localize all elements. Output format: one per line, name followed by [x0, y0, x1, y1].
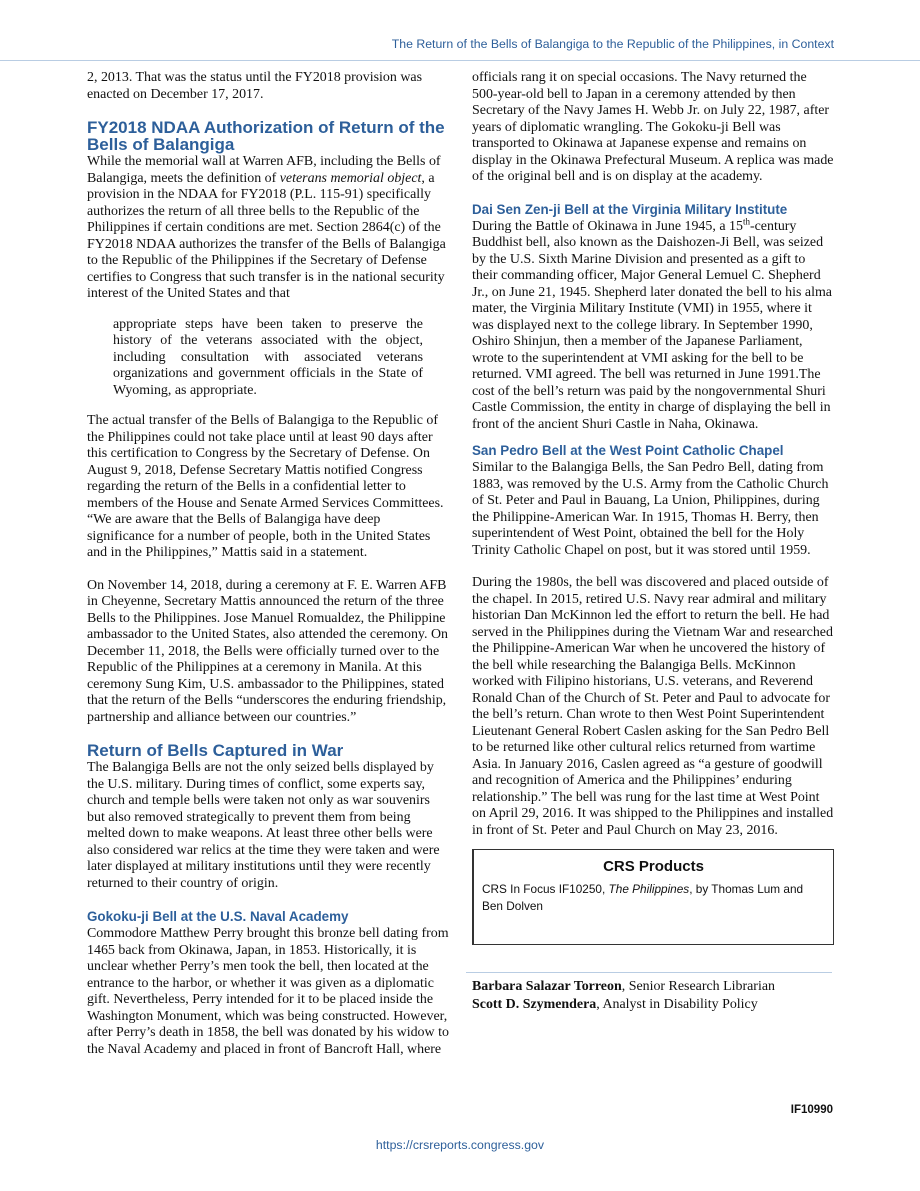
crs-products-title: CRS Products: [603, 858, 704, 875]
intro-paragraph: 2, 2013. That was the status until the FY2018 provision was enacted on December 17, 2017.: [87, 70, 422, 102]
author-name: Scott D. Szymendera: [472, 997, 597, 1012]
ndaa-text-b: , a provision in the NDAA for FY2018 (P.L. 115-91) specifically authorizes the return of all three bells to the Republic of the Philippines if certain conditions are met. Section 2864(c) of the FY2018 NDAA authorizes the transfer of the Bells of Balangiga to the Republic of the Philippines if the Secretary of Defense certifies to Congress that such transfer is in the national security interest of the United States and that: [87, 170, 446, 301]
daisen-text-b: -century Buddhist bell, also known as the Daishozen-Ji Bell, was seized by the U.S. Sixth Marine Division and presented as a gift to their commanding officer, Major General Lemuel C. Shepherd Jr., on June 21, 1945. Shepherd later donated the bell to his alma mater, the Virginia Military Institute (VMI) in 1955, where it was displayed next to the college library. In September 1990, Oshiro Shinjun, then a member of the Japanese Parliament, wrote to the superintendent at VMI asking for the bell to be returned. VMI agreed. The bell was returned in June 1991.The cost of the bell’s return was paid by the nongovernmental Shuri Castle Commission, the entity in charge of displaying the bell in front of the ancient Shuri Castle in Naha, Okinawa.: [472, 218, 832, 432]
report-id: IF10990: [790, 1104, 833, 1116]
ndaa-heading: FY2018 NDAA Authorization of Return of the Bells of Balangiga: [87, 118, 445, 154]
author-name: Barbara Salazar Torreon: [472, 979, 622, 994]
crs-products-entry: [482, 881, 825, 915]
sanpedro-1980s-paragraph: During the 1980s, the bell was discovered and placed outside of the chapel. In 2015, retired U.S. Navy rear admiral and military historian Dan McKinnon led the effort to return the bell. He had served in the Philippines during the Vietnam War and researched the Philippine-American War when he uncovered the history of the bell while researching the Balangiga Bells. McKinnon worked with Filipino historians, U.S. veterans, and Reverend Ronald Chan of the Church of St. Peter and Paul to advocate for the bell’s return. Chan wrote to then West Point Superintendent Lieutenant General Robert Caslen asking for the San Pedro Bell to be returned like other cultural relics returned from wartime Asia. In January 2016, Caslen agreed as “a gesture of goodwill and recognition of America and the Philippines’ enduring relationship.” The bell was rung for the last time at West Point on April 29, 2016. It was shipped to the Philippines and installed in front of St. Peter and Paul Church on May 23, 2016.: [472, 575, 834, 838]
ndaa-term: veterans memorial object: [279, 170, 422, 186]
author-role: , Analyst in Disability Policy: [596, 997, 758, 1012]
daisen-text-a: During the Battle of Okinawa in June 1945, a 15: [472, 218, 743, 234]
crs-products-text-b: , by Thomas Lum and Ben Dolven: [482, 882, 804, 913]
crs-products-product-title: The Philippines: [608, 882, 690, 896]
header-divider: [0, 60, 920, 61]
transfer-paragraph: The actual transfer of the Bells of Balangiga to the Republic of the Philippines could not take place until at least 90 days after this certification to Congress by the Secretary of Defense. On August 9, 2018, Defense Secretary Mattis notified Congress regarding the return of the Bells in a confidential letter to members of the House and Senate Armed Services Committees. “We are aware that the Bells of Balangiga have deep significance for a number of people, both in the United States and in the Philippines,” Mattis said in a statement.: [87, 413, 444, 560]
daisen-paragraph: [472, 215, 834, 434]
gokoku-heading: Gokoku-ji Bell at the U.S. Naval Academy: [87, 909, 349, 924]
crs-reports-link[interactable]: https://crsreports.congress.gov: [375, 1138, 545, 1152]
ndaa-paragraph: [87, 154, 449, 303]
gokoku-continued-paragraph: officials rang it on special occasions. The Navy returned the 500-year-old bell to Japan in a ceremony attended by then Secretary of the Navy James H. Webb Jr. on July 22, 1987, after years of diplomatic wrangling. The Gokoku-ji Bell was transported to Okinawa at Japanese expense and remains on display in the Okinawa Prefectural Museum. A replica was made of the original bell and is on display at the academy.: [472, 70, 834, 184]
sanpedro-heading: San Pedro Bell at the West Point Catholic Chapel: [472, 443, 784, 458]
running-header-title: The Return of the Bells of Balangiga to the Republic of the Philippines, in Context: [391, 37, 834, 51]
ndaa-text-a: While the memorial wall at Warren AFB, including the Bells of Balangiga, meets the definition of: [87, 154, 441, 186]
crs-products-box: [472, 849, 834, 945]
gokoku-paragraph: Commodore Matthew Perry brought this bronze bell dating from 1465 back from Okinawa, Japan, in 1853. Historically, it is unclear whether Perry’s men took the bell, then located at the entrance to the harbor, or whether it was given as a diplomatic gift. Nevertheless, Perry intended for it to be placed inside the Washington Monument, which was being constructed. However, after Perry’s death in 1858, the bell was donated by his widow to the Naval Academy and placed in front of Bancroft Hall, where: [87, 926, 449, 1057]
crs-products-text-a: CRS In Focus IF10250,: [482, 882, 609, 896]
war-bells-paragraph: The Balangiga Bells are not the only seized bells displayed by the U.S. military. During times of conflict, some experts say, church and temple bells were taken not only as war souvenirs but also removed strategically to prevent them from being melted down to make weapons. At least three other bells were also considered war relics at the time they were taken and were later displayed at military institutions until they were recently returned to their country of origin.: [87, 760, 440, 891]
war-bells-heading: Return of Bells Captured in War: [87, 741, 344, 760]
right-column: [472, 70, 834, 1014]
author-divider: [466, 972, 832, 973]
author-line: [472, 996, 834, 1014]
statute-quote: appropriate steps have been taken to preserve the history of the veterans associated with the object, including consultation with associated veterans organizations and government officials in the State of Wyoming, as appropriate.: [113, 316, 423, 398]
sanpedro-paragraph: Similar to the Balangiga Bells, the San Pedro Bell, dating from 1883, was removed by the U.S. Army from the Catholic Church of St. Peter and Paul in Bauang, La Union, Philippines, during the Philippine-American War. In 1915, Thomas H. Berry, then superintendent of West Point, obtained the bell for the Holy Trinity Catholic Chapel on post, but it was stored until 1959.: [472, 460, 829, 558]
ceremony-paragraph: On November 14, 2018, during a ceremony at F. E. Warren AFB in Cheyenne, Secretary Mattis announced the return of the three Bells to the Philippines. Jose Manuel Romualdez, the Philippine ambassador to the United States, also attended the ceremony. On December 11, 2018, the Bells were officially turned over to the Republic of the Philippines at a ceremony in Manila. At this ceremony Sung Kim, U.S. ambassador to the Philippines, stated that the return of the Bells “underscores the enduring friendship, partnership and alliance between our countries.”: [87, 577, 448, 725]
author-role: , Senior Research Librarian: [621, 979, 775, 994]
daisen-superscript: th: [742, 215, 750, 226]
left-column: [87, 70, 449, 1058]
author-line: [472, 978, 834, 996]
daisen-heading: Dai Sen Zen-ji Bell at the Virginia Military Institute: [472, 201, 788, 217]
